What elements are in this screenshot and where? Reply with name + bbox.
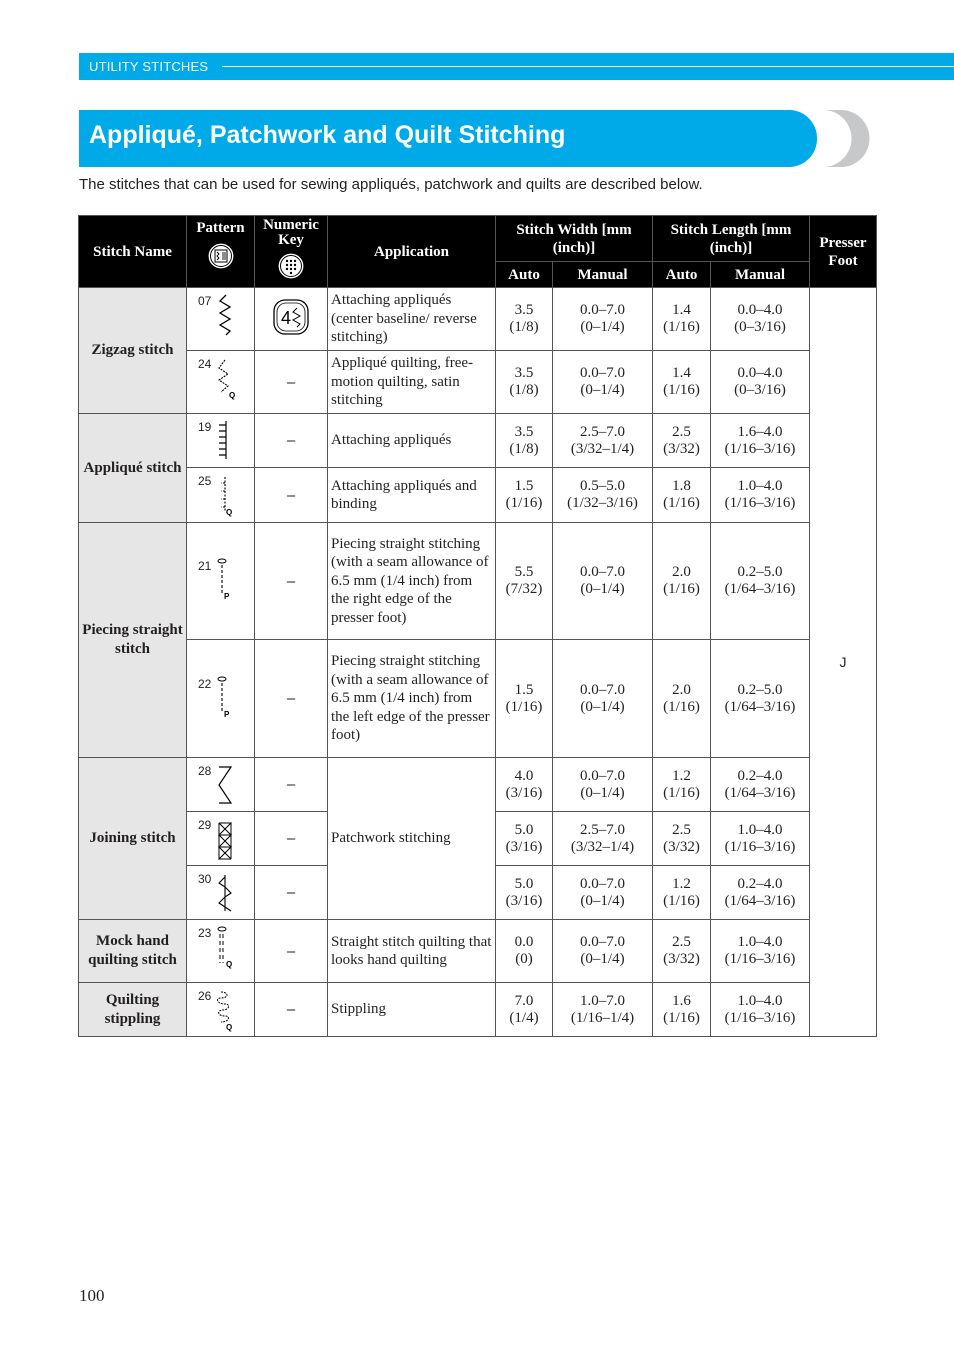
width-auto-mm: 5.0 [514,821,534,838]
length-auto [653,812,711,866]
width-manual-in: (0–1/4) [580,319,625,335]
stitch-name-stippling: Quilting stippling [79,983,187,1037]
table-row [79,468,877,523]
length-auto [653,983,711,1037]
length-manual-mm: 1.0–4.0 [737,934,783,950]
stitch-name-joining: Joining stitch [79,758,187,920]
width-manual [553,414,653,468]
width-auto-mm: 4.0 [514,767,534,784]
pattern-cell [187,866,255,920]
length-auto-mm: 2.5 [672,423,691,440]
width-auto [496,758,553,812]
width-manual-mm: 0.0–7.0 [580,875,625,892]
length-auto-in: (1/16) [663,892,700,909]
stippling-stitch-icon [215,988,237,1032]
application-text: Piecing straight stitching (with a seam allowance of 6.5 mm (1/4 inch) from the left edge of the presser foot) [328,640,496,758]
application-text: Attaching appliqués and binding [328,468,496,523]
numeric-key-cell: – [255,920,328,983]
width-manual-mm: 0.0–7.0 [580,767,625,784]
page-tab-decoration [823,110,870,167]
width-auto [496,523,553,640]
length-auto [653,523,711,640]
svg-text:Q: Q [229,391,236,400]
pattern-cell [187,468,255,523]
width-auto-mm: 1.5 [514,681,534,698]
width-manual-in: (0–1/4) [580,698,625,715]
pattern-cell [187,414,255,468]
stitch-name-zigzag: Zigzag stitch [79,288,187,414]
length-manual-mm: 0.0–4.0 [737,302,783,318]
pattern-cell [187,758,255,812]
header-numeric-key-label: Numeric Key [263,217,319,248]
numeric-key-cell: – [255,758,328,812]
length-auto-in: (1/16) [663,495,700,511]
pattern-cell [187,288,255,351]
length-auto-mm: 2.0 [672,564,691,580]
width-manual [553,523,653,640]
width-manual-in: (0–1/4) [580,581,625,597]
application-text: Piecing straight stitching (with a seam allowance of 6.5 mm (1/4 inch) from the right edge of the presser foot) [328,523,496,640]
length-auto [653,866,711,920]
length-manual-in: (1/16–3/16) [724,1009,796,1026]
table-row [79,288,877,351]
width-manual-in: (0–1/4) [580,892,625,909]
pattern-cell [187,920,255,983]
width-manual-mm: 2.5–7.0 [580,821,625,838]
length-auto-mm: 2.0 [672,681,691,698]
pattern-number: 24 [198,357,212,371]
application-text: Appliqué quilting, free-motion quilting, satin stitching [328,351,496,414]
length-auto-mm: 1.4 [672,302,691,318]
length-manual-mm: 0.2–4.0 [737,767,783,784]
width-auto-in: (1/8) [509,382,539,398]
length-auto-in: (1/16) [663,319,700,335]
width-auto-in: (1/16) [505,495,543,511]
width-auto [496,414,553,468]
length-manual [711,866,810,920]
applique-binding-stitch-icon [215,473,237,517]
applique-stitch-icon [215,419,237,463]
length-auto-mm: 1.4 [672,365,691,381]
numeric-key-cell: – [255,866,328,920]
width-auto-in: (1/16) [505,698,543,715]
width-manual [553,758,653,812]
length-auto-in: (1/16) [663,382,700,398]
numeric-key-cell [255,288,328,351]
width-manual [553,351,653,414]
application-text: Straight stitch quilting that looks hand quilting [328,920,496,983]
section-rule [222,66,954,67]
width-manual-mm: 0.0–7.0 [580,302,625,318]
width-manual-mm: 0.0–7.0 [580,934,625,950]
width-auto-mm: 0.0 [514,934,534,950]
width-manual-mm: 1.0–7.0 [580,992,625,1009]
length-auto [653,414,711,468]
length-manual [711,812,810,866]
zigzag-stitch-icon [215,293,237,337]
numeric-key-cell: – [255,640,328,758]
length-manual-mm: 1.0–4.0 [737,478,783,494]
width-manual [553,983,653,1037]
length-auto-in: (1/16) [663,698,700,715]
hand-quilting-stitch-icon [215,925,237,969]
length-manual-in: (1/64–3/16) [724,892,796,909]
header-pattern-label: Pattern [196,220,245,236]
width-auto [496,468,553,523]
width-manual-mm: 2.5–7.0 [580,423,625,440]
width-manual-in: (0–1/4) [580,951,625,967]
pattern-cell [187,640,255,758]
length-auto-in: (1/16) [663,581,700,597]
pattern-number: 28 [198,764,212,778]
header-width-manual: Manual [553,262,653,288]
length-auto-mm: 1.2 [672,875,691,892]
width-auto-in: (1/8) [509,319,539,335]
pattern-button-icon [206,241,236,271]
length-auto-mm: 1.6 [672,992,691,1009]
table-row [79,640,877,758]
width-manual-in: (1/32–3/16) [567,495,638,511]
width-manual-mm: 0.5–5.0 [580,478,625,494]
cross-stitch-icon [215,817,237,861]
intro-text: The stitches that can be used for sewing appliqués, patchwork and quilts are described below. [79,176,703,193]
numeric-key-cell: – [255,351,328,414]
length-manual-mm: 0.0–4.0 [737,365,783,381]
numeric-key-icon [276,251,306,281]
width-manual [553,640,653,758]
width-auto [496,866,553,920]
length-auto-mm: 2.5 [672,821,691,838]
width-manual-mm: 0.0–7.0 [580,681,625,698]
width-auto-in: (3/16) [505,784,543,801]
width-manual [553,288,653,351]
width-auto-mm: 7.0 [514,992,534,1009]
length-manual-in: (1/64–3/16) [724,581,796,597]
width-auto [496,920,553,983]
header-pattern [187,216,255,288]
table-row [79,758,877,812]
length-manual [711,288,810,351]
pattern-number: 23 [198,926,212,940]
width-auto-in: (0) [515,951,533,967]
width-auto-mm: 3.5 [514,365,534,381]
header-stitch-width: Stitch Width [mm (inch)] [496,216,653,262]
header-stitch-name: Stitch Name [79,216,187,288]
length-manual-mm: 0.2–4.0 [737,875,783,892]
width-manual [553,920,653,983]
length-manual-mm: 0.2–5.0 [737,681,783,698]
length-manual-in: (1/64–3/16) [724,698,796,715]
pattern-cell [187,983,255,1037]
numeric-key-cell: – [255,468,328,523]
length-auto-in: (3/32) [663,440,700,457]
numeric-key-cell: – [255,983,328,1037]
numeric-key-cell: – [255,812,328,866]
application-text: Attaching appliqués [328,414,496,468]
piecing-right-stitch-icon [215,557,237,601]
length-auto-mm: 1.8 [672,478,691,494]
width-auto [496,983,553,1037]
table-row [79,523,877,640]
width-auto-mm: 1.5 [514,478,534,494]
length-auto-mm: 2.5 [672,934,691,950]
length-auto [653,640,711,758]
table-row [79,351,877,414]
length-manual-in: (1/16–3/16) [724,440,796,457]
width-manual-in: (1/16–1/4) [570,1009,635,1026]
header-width-auto: Auto [496,262,553,288]
width-auto-in: (7/32) [505,581,543,597]
pattern-number: 07 [198,294,212,308]
pattern-number: 26 [198,989,212,1003]
page-title: Appliqué, Patchwork and Quilt Stitching [89,121,566,149]
svg-text:Q: Q [226,960,233,969]
length-auto [653,758,711,812]
width-manual-mm: 0.0–7.0 [580,365,625,381]
pattern-cell [187,523,255,640]
length-manual-in: (1/16–3/16) [724,838,796,855]
width-manual-in: (3/32–1/4) [570,440,635,457]
length-manual-mm: 1.0–4.0 [737,821,783,838]
width-auto-in: (1/4) [509,1009,539,1026]
page-number: 100 [79,1286,105,1305]
width-manual [553,812,653,866]
width-auto-in: (3/16) [505,892,543,909]
piecing-left-stitch-icon [215,675,237,719]
application-text: Attaching appliqués (center baseline/ reverse stitching) [328,288,496,351]
length-manual-in: (1/16–3/16) [724,495,796,511]
length-auto-in: (3/32) [663,951,700,967]
application-text: Patchwork stitching [328,758,496,920]
section-header-bar [79,53,954,80]
length-manual-mm: 0.2–5.0 [737,564,783,580]
length-manual [711,414,810,468]
width-auto [496,812,553,866]
svg-text:Q: Q [226,508,233,517]
length-manual-in: (1/64–3/16) [724,784,796,801]
length-manual [711,920,810,983]
table-row [79,414,877,468]
svg-text:P: P [224,710,230,719]
width-auto [496,288,553,351]
length-auto-in: (1/16) [663,1009,700,1026]
pattern-cell [187,351,255,414]
header-length-auto: Auto [653,262,711,288]
header-application: Application [328,216,496,288]
feather-stitch-icon [215,871,237,915]
header-presser-foot: Presser Foot [810,216,877,288]
length-manual [711,523,810,640]
pattern-number: 21 [198,559,212,573]
header-length-manual: Manual [711,262,810,288]
application-text: Stippling [328,983,496,1037]
width-auto-mm: 3.5 [514,423,534,440]
pattern-cell [187,812,255,866]
section-label: UTILITY STITCHES [89,59,209,74]
stitch-table [78,215,877,1037]
length-manual [711,640,810,758]
width-auto-in: (1/8) [509,440,539,457]
length-auto-mm: 1.2 [672,767,691,784]
svg-text:Q: Q [226,1023,233,1032]
table-row [79,920,877,983]
numeric-key-cell: – [255,523,328,640]
stitch-name-mock-hand: Mock hand quilting stitch [79,920,187,983]
numeric-key-4-icon [273,299,309,335]
pattern-number: 22 [198,677,212,691]
width-manual [553,468,653,523]
length-manual [711,351,810,414]
presser-foot-value: J [810,288,877,1037]
stitch-name-piecing: Piecing straight stitch [79,523,187,758]
length-auto-in: (1/16) [663,784,700,801]
table-row [79,983,877,1037]
length-manual-in: (0–3/16) [734,382,786,398]
width-auto-mm: 3.5 [514,302,534,318]
length-manual-in: (0–3/16) [734,319,786,335]
width-manual [553,866,653,920]
width-auto [496,640,553,758]
pattern-number: 25 [198,474,212,488]
length-manual [711,468,810,523]
numeric-key-value: 4 [280,308,292,328]
stitch-name-applique: Appliqué stitch [79,414,187,523]
length-auto [653,351,711,414]
length-manual-in: (1/16–3/16) [724,951,796,967]
numeric-key-cell: – [255,414,328,468]
width-manual-mm: 0.0–7.0 [580,564,625,580]
length-auto [653,288,711,351]
joining-stitch-icon [215,763,237,807]
width-auto [496,351,553,414]
width-manual-in: (3/32–1/4) [570,838,635,855]
length-manual-mm: 1.6–4.0 [737,423,783,440]
width-auto-mm: 5.5 [514,564,534,580]
applique-quilting-stitch-icon [215,356,237,400]
length-auto [653,468,711,523]
length-auto [653,920,711,983]
pattern-number: 19 [198,420,212,434]
length-manual [711,758,810,812]
width-manual-in: (0–1/4) [580,784,625,801]
pattern-number: 30 [198,872,212,886]
length-manual-mm: 1.0–4.0 [737,992,783,1009]
header-stitch-length: Stitch Length [mm (inch)] [653,216,810,262]
svg-text:P: P [224,592,230,601]
title-bar [79,110,817,167]
width-auto-in: (3/16) [505,838,543,855]
pattern-number: 29 [198,818,212,832]
length-manual [711,983,810,1037]
header-numeric-key [255,216,328,288]
length-auto-in: (3/32) [663,838,700,855]
width-manual-in: (0–1/4) [580,382,625,398]
width-auto-mm: 5.0 [514,875,534,892]
